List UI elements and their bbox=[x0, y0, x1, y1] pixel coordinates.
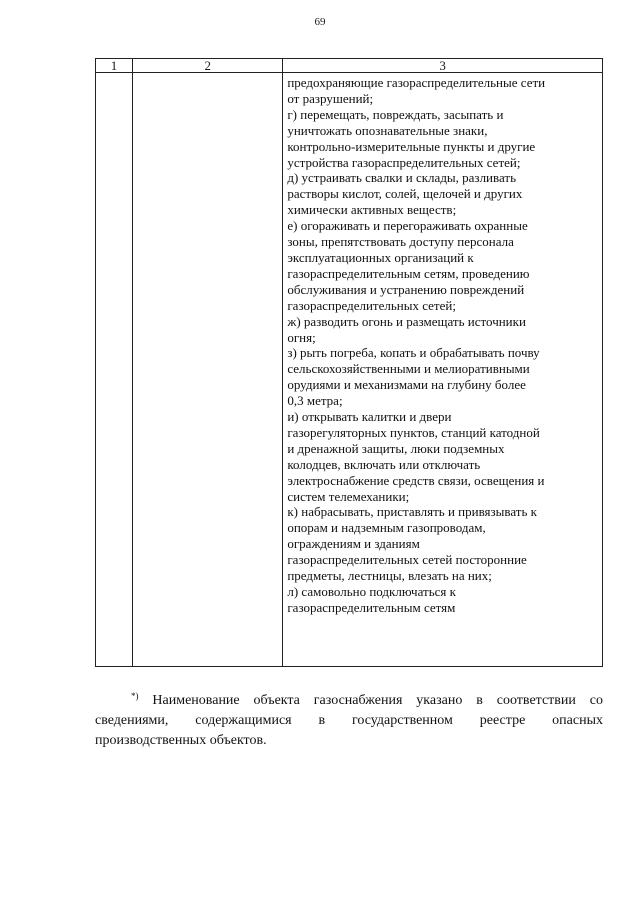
cell-text-line: уничтожать опознавательные знаки, bbox=[287, 122, 488, 138]
footnote-line-3: производственных объектов. bbox=[95, 733, 267, 748]
cell-text-line: опорам и надземным газопроводам, bbox=[287, 520, 486, 536]
cell-text-line: зоны, препятствовать доступу персонала bbox=[287, 234, 514, 250]
cell-text-line: химически активных веществ; bbox=[287, 202, 457, 218]
cell-text-line: газораспределительных сетей посторонние bbox=[287, 552, 527, 568]
cell-text-line: 0,3 метра; bbox=[287, 393, 343, 409]
cell-text-line: предметы, лестницы, влезать на них; bbox=[287, 568, 492, 584]
cell-text-line: растворы кислот, солей, щелочей и других bbox=[287, 186, 523, 202]
table-header-row bbox=[96, 59, 603, 73]
footnote-marker: *) bbox=[131, 691, 139, 701]
cell-text-line: к) набрасывать, приставлять и привязывать к bbox=[287, 504, 537, 520]
cell-text-line: от разрушений; bbox=[287, 90, 374, 106]
cell-text-line: орудиями и механизмами на глубину более bbox=[287, 377, 526, 393]
cell-text-line: сельскохозяйственными и мелиоративными bbox=[287, 361, 530, 377]
cell-text-line: колодцев, включать или отключать bbox=[287, 456, 481, 472]
page-number: 69 bbox=[314, 16, 326, 28]
cell-text-line: ж) разводить огонь и размещать источники bbox=[287, 313, 526, 329]
column-header-2: 2 bbox=[133, 59, 283, 73]
cell-text-line: систем телемеханики; bbox=[287, 488, 410, 504]
cell-text-line: д) устраивать свалки и склады, разливать bbox=[287, 170, 517, 186]
footnote bbox=[95, 686, 603, 751]
footnote-line-1 bbox=[95, 686, 603, 711]
table-cell-col3 bbox=[283, 73, 603, 667]
cell-text-line: обслуживания и устранению повреждений bbox=[287, 281, 525, 297]
cell-text-line: газораспределительным сетям bbox=[287, 599, 456, 615]
cell-text-line: ограждениям и зданиям bbox=[287, 536, 420, 552]
cell-text-line: электроснабжение средств связи, освещения и bbox=[287, 472, 545, 488]
cell-text-line: газораспределительным сетям, проведению bbox=[287, 265, 530, 281]
column-header-3: 3 bbox=[283, 59, 603, 73]
footnote-line-2: сведениями, содержащимися в государственном реестре опасных bbox=[95, 713, 603, 728]
cell-text-line: и) открывать калитки и двери bbox=[287, 409, 452, 425]
cell-text-line: газораспределительных сетей; bbox=[287, 297, 456, 313]
cell-text-line: и дренажной защиты, люки подземных bbox=[287, 440, 505, 456]
cell-text-line: устройства газораспределительных сетей; bbox=[287, 154, 521, 170]
document-table bbox=[95, 58, 603, 667]
cell-text-line: л) самовольно подключаться к bbox=[287, 584, 456, 599]
table-cell-col1 bbox=[96, 73, 133, 667]
cell-text-line: контрольно-измерительные пункты и другие bbox=[287, 138, 536, 154]
cell-text-line: предохраняющие газораспределительные сети bbox=[287, 75, 546, 90]
cell-text-line: е) огораживать и перегораживать охранные bbox=[287, 218, 528, 234]
cell-text-line: огня; bbox=[287, 329, 316, 345]
cell-text-line: г) перемещать, повреждать, засыпать и bbox=[287, 106, 504, 122]
table-row bbox=[96, 73, 603, 667]
cell-text-line: з) рыть погреба, копать и обрабатывать почву bbox=[287, 345, 540, 361]
footnote-text-1: Наименование объекта газоснабжения указано в соответствии со bbox=[152, 693, 603, 708]
table-cell-col2 bbox=[133, 73, 283, 667]
cell-text-line: газорегуляторных пунктов, станций катодной bbox=[287, 424, 540, 440]
column-header-1: 1 bbox=[96, 59, 133, 73]
cell-text-line: эксплуатационных организаций к bbox=[287, 249, 474, 265]
